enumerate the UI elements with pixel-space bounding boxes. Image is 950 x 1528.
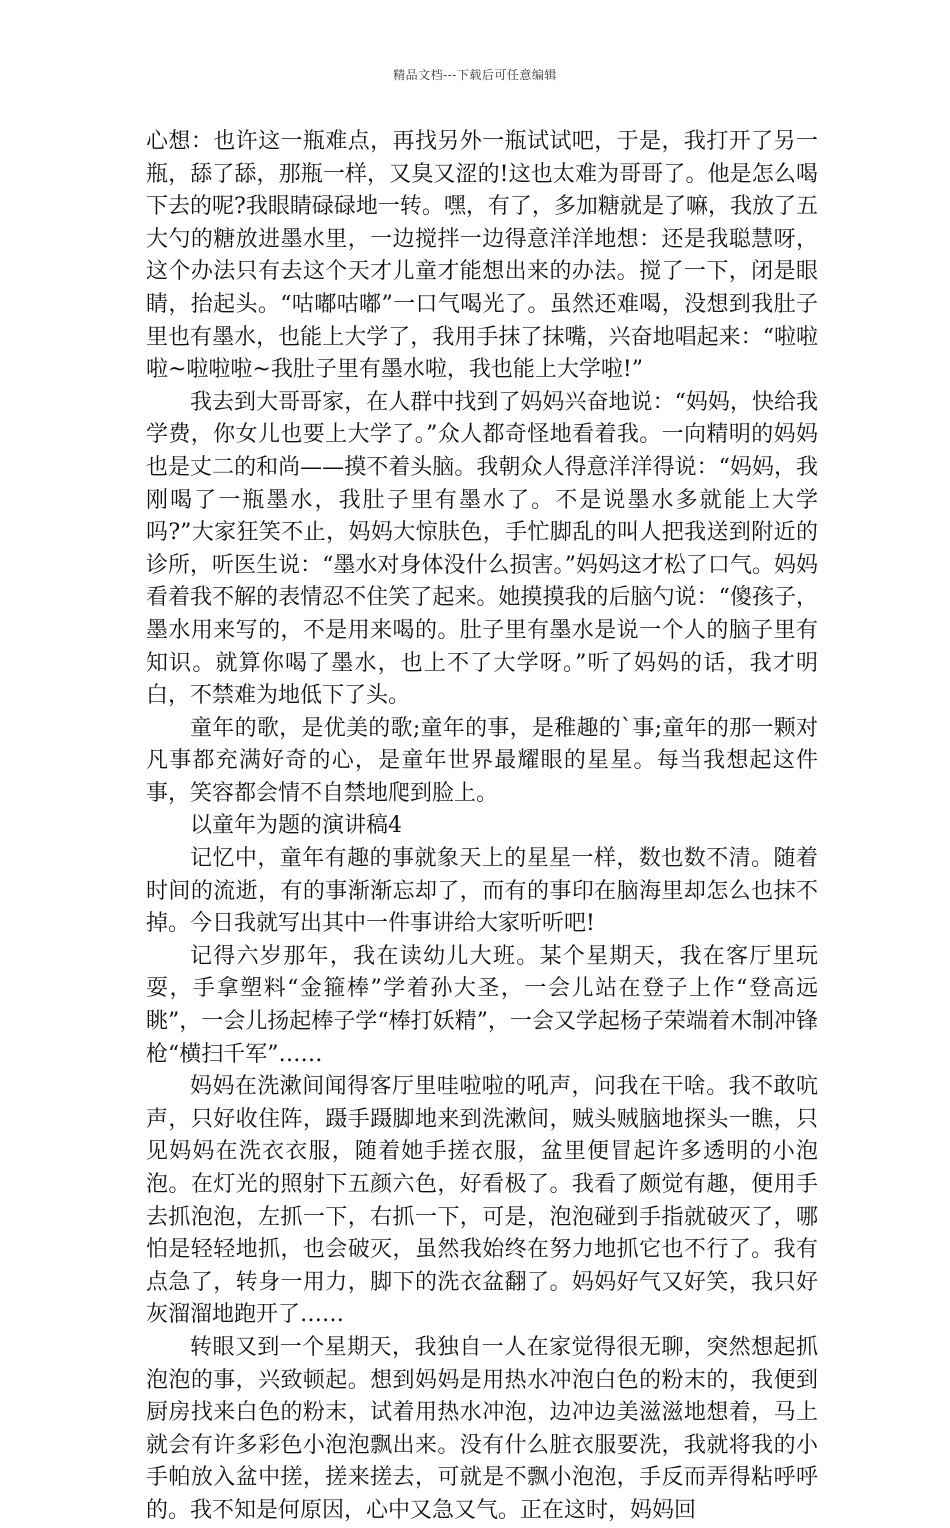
paragraph-5: 记忆中，童年有趣的事就象天上的星星一样，数也数不清。随着时间的流逝，有的事渐渐忘却了，而有的事印在脑海里却怎么也抹不掉。今日我就写出其中一件事讲给大家听听吧! [146,846,818,937]
paragraph-2: 我去到大哥哥家，在人群中找到了妈妈兴奋地说：“妈妈，快给我学费，你女儿也要上大学了。”众人都奇怪地看着我。一向精明的妈妈也是丈二的和尚——摸不着头脑。我朝众人得意洋洋得说：“妈妈，我刚喝了一瓶墨水，我肚子里有墨水了。不是说墨水多就能上大学吗?”大家狂笑不止，妈妈大惊肤色，手忙脚乱的叫人把我送到附近的诊所，听医生说：“墨水对身体没什么损害。”妈妈这才松了口气。妈妈看着我不解的表情忍不住笑了起来。她摸摸我的后脑勺说：“傻孩子，墨水用来写的，不是用来喝的。肚子里有墨水是说一个人的脑子里有知识。就算你喝了墨水，也上不了大学呀。”听了妈妈的话，我才明白，不禁难为地低下了头。 [146,389,818,709]
paragraph-3: 童年的歌，是优美的歌;童年的事，是稚趣的`事;童年的那一颗对凡事都充满好奇的心，是童年世界最耀眼的星星。每当我想起这件事，笑容都会情不自禁地爬到脸上。 [146,715,818,806]
paragraph-1: 心想：也许这一瓶难点，再找另外一瓶试试吧，于是，我打开了另一瓶，舔了舔，那瓶一样，又臭又涩的!这也太难为哥哥了。他是怎么喝下去的呢?我眼睛碌碌地一转。嘿，有了，多加糖就是了嘛，我放了五大勺的糖放进墨水里，一边搅拌一边得意洋洋地想：还是我聪慧呀，这个办法只有去这个天才儿童才能想出来的办法。搅了一下，闭是眼睛，抬起头。“咕嘟咕嘟”一口气喝光了。虽然还难喝，没想到我肚子里也有墨水，也能上大学了，我用手抹了抹嘴，兴奋地唱起来：“啦啦啦~啦啦啦~我肚子里有墨水啦，我也能上大学啦!” [146,129,818,383]
section-heading: 以童年为题的演讲稿4 [190,813,402,839]
document-body [146,126,818,1528]
page-header: 精品文档---下载后可任意编辑 [393,68,557,82]
paragraph-6: 记得六岁那年，我在读幼儿大班。某个星期天，我在客厅里玩耍，手拿塑料“金箍棒”学着孙大圣，一会儿站在登子上作“登高远眺”，一会儿扬起棒子学“棒打妖精”，一会又学起杨子荣端着木制冲锋枪“横扫千军”…… [146,943,818,1067]
paragraph-7: 妈妈在洗漱间闻得客厅里哇啦啦的吼声，问我在干啥。我不敢吭声，只好收住阵，蹑手蹑脚地来到洗漱间，贼头贼脑地探头一瞧，只见妈妈在洗衣衣服，随着她手搓衣服，盆里便冒起许多透明的小泡泡。在灯光的照射下五颜六色，好看极了。我看了颇觉有趣，便用手去抓泡泡，左抓一下，右抓一下，可是，泡泡碰到手指就破灭了，哪怕是轻轻地抓，也会破灭，虽然我始终在努力地抓它也不行了。我有点急了，转身一用力，脚下的洗衣盆翻了。妈妈好气又好笑，我只好灰溜溜地跑开了…… [146,1074,818,1328]
paragraph-8: 转眼又到一个星期天，我独自一人在家觉得很无聊，突然想起抓泡泡的事，兴致顿起。想到妈妈是用热水冲泡白色的粉末的，我便到厨房找来白色的粉末，试着用热水冲泡，边冲边美滋滋地想着，马上就会有许多彩色小泡泡飘出来。没有什么脏衣服要洗，我就将我的小手帕放入盆中搓，搓来搓去，可就是不飘小泡泡，手反而弄得粘呼呼的。我不知是何原因，心中又急又气。正在这时，妈妈回 [146,1334,818,1523]
